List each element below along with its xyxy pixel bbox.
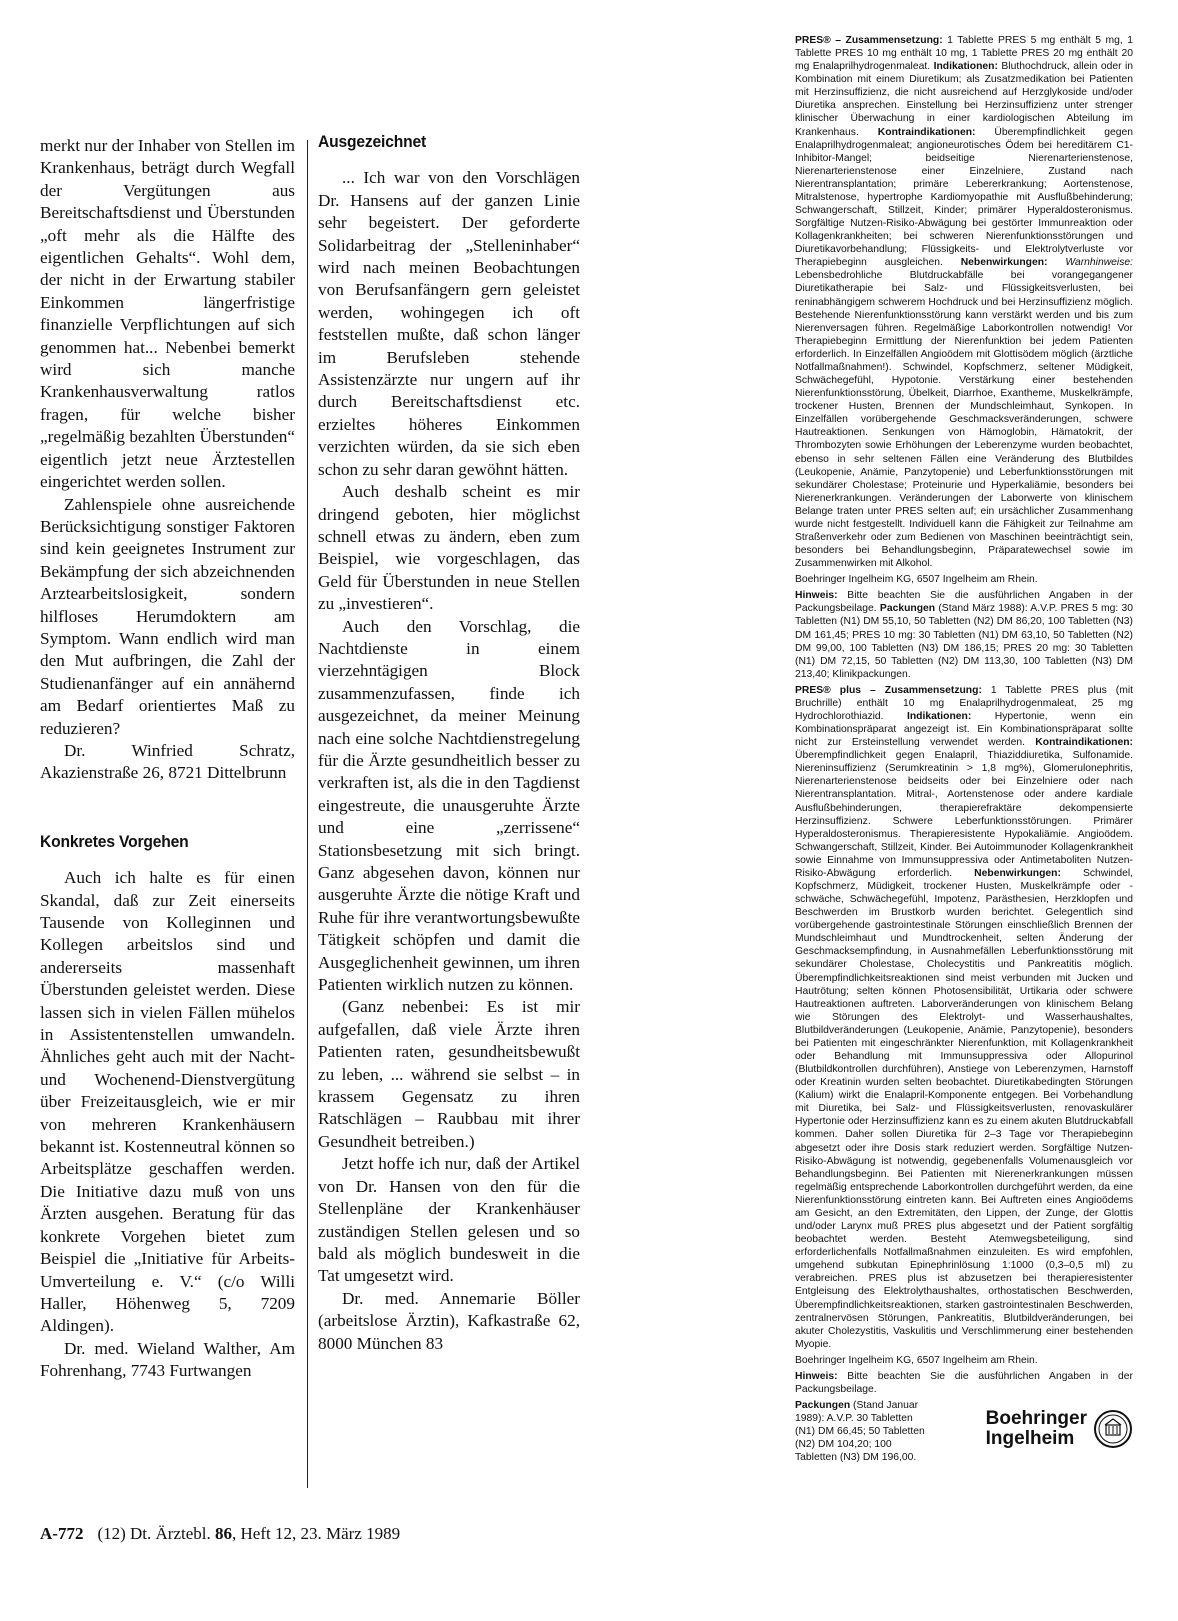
boehringer-seal-icon bbox=[1093, 1409, 1133, 1449]
ad-paragraph: Hinweis: Bitte beachten Sie die ausführlichen Angaben in der Packungsbeilage. bbox=[795, 1370, 1133, 1395]
letter-paragraph: Auch den Vorschlag, die Nachtdienste in einem vierzehntägigen Block zusammenzufassen, finde ich ausgezeichnet, da meiner Meinung nach eine solche Nachtdienstregelung für die Ärzte gesundheitlich besser zu verkraften ist, als die in den Tagdienst eingestreute, die unausgeruhte Ärzte und eine „zerrissene“ Stationsbesetzung mit sich bringt. Ganz abgesehen davon, können nur ausgeruhte Ärzte die nötige Kraft und Ruhe für ihre verantwortungsbewußte Tätigkeit schöpfen und damit die Ausgeglichenheit gewinnen, um ihren Patienten wirklich nutzen zu können. bbox=[318, 616, 580, 995]
packaging-info: Packungen (Stand Januar 1989): A.V.P. 30 Tabletten (N1) DM 66,45; 50 Tabletten (N2) DM 104,20; 100 Tabletten (N3) DM 196,00. bbox=[795, 1400, 925, 1464]
letter-paragraph: (Ganz nebenbei: Es ist mir aufgefallen, daß viele Ärzte ihren Patienten raten, gesundheitsbewußt zu leben, ... während sie selbst – in krassem Gegensatz zu ihren Ratschlägen – Raubbau mit ihrer Gesundheit betreiben.) bbox=[318, 997, 580, 1151]
letter-paragraph: ... Ich war von den Vorschlägen Dr. Hansens auf der ganzen Linie sehr begeistert. Der geforderte Solidarbeitrag der „Stelleninhaber“ wird nach meinen Beobachtungen von Berufsanfängern gern geleistet werden, wohingegen ich oft feststellen mußte, daß schon länger im Berufsleben stehende Assistenzärzte nur ungern auf ihr durch Bereitschaftsdienst etc. erzieltes höheres Einkommen verzichten würden, da sie sich eben schon zu sehr daran gewöhnt hätten. bbox=[318, 168, 580, 479]
ad-paragraph: PRES® plus – Zusammensetzung: 1 Tablette PRES plus (mit Bruchrille) enthält 10 mg Enalaprilhydrogenmaleat, 25 mg Hydrochlorothiazid. Indikationen: Hypertonie, wenn ein Kombinationspräparat angezeigt ist. Ein Kombinationspräparat sollte nicht zur Ersteinstellung verwendet werden. Kontraindikationen: Überempfindlichkeit gegen Enalapril, Thiaziddiuretika, Sulfonamide. Niereninsuffizienz (Serumkreatinin > 1,8 mg%), Glomerulonephritis, Nierenarterienstenose beidseits oder bei Einzelniere oder nach Nierentransplantation. Mitral-, Aortenstenose oder andere kardiale Ausflußbehinderungen, therapierefraktäre dekompensierte Herzinsuffizienz. Schwere Leberfunktionsstörungen. Primärer Hyperaldosteronismus. Therapieresistente Hypokaliämie. Angioödem. Schwangerschaft, Stillzeit, Kinder. Bei Autoimmunoder Kollagenkrankheit sowie Einnahme von Immunsuppressiva oder Antimetaboliten Nutzen-Risiko-Abwägung erforderlich. Nebenwirkungen: Schwindel, Kopfschmerz, Müdigkeit, trockener Husten, Muskelkrämpfe oder -schwäche, Schwächegefühl, Impotenz, Parästhesien, Herzklopfen und Beschwerden im Brustkorb wurden berichtet. Gelegentlich sind vorübergehende gastrointestinale Störungen einschließlich Brennen der Mundschleimhaut und Mundtrockenheit, selten Änderung der Geschmacksempfindung, in Ausnahmefällen Leberfunktionsstörung mit sekundärer Cholestase, Cholecystitis und Pankreatitis möglich. Überempfindlichkeitsreaktionen sind meist verbunden mit Jucken und Hautrötung; selten können Photosensibilität, Urtikaria oder schwere Hautreaktionen auftreten. Laborveränderungen von klinischem Belang wie Störungen des Elektrolyt- und Wasserhaushaltes, Blutbildveränderungen (Leukopenie, Anämie, Panzytopenie), besonders bei Patienten mit eingeschränkter Nierenfunktion, mit Kollagenkrankheit oder Behandlung mit Immunsuppressiva oder Allopurinol (Blutbildkontrollen durchführen), Anstiege von Leberenzymen, Harnstoff oder Kreatinin wurden selten beobachtet. Diuretikabedingten Störungen (Kalium) wirkt die Enalapril-Komponente entgegen. Bei Vorbehandlung mit Diuretika, bei Salz- und Flüssigkeitsverlusten, renovaskulärer Hypertonie oder Herzinsuffizienz kann es zu einem akuten Blutdruckabfall kommen. Daher sollen Diuretika für 2–3 Tage vor Therapiebeginn abgesetzt oder ihre Dosis stark reduziert werden. Sorgfältige Nutzen-Risiko-Abwägung ist notwendig, gegebenenfalls Volumenausgleich vor Behandlungsbeginn. Bei Patienten mit Nierenerkrankungen müssen regelmäßig entsprechende Laborkontrollen durchgeführt werden, da eine Nierenfunktionsstörung eintreten kann. Bei Auftreten eines Angioödems am Gesicht, an den Extremitäten, den Lippen, der Zunge, der Glottis und/oder Larynx muß PRES plus abgesetzt und der Patient sorgfältig beobachtet werden. Besteht Atemwegsbeteiligung, sind erforderlichenfalls Notfallmaßnahmen einzuleiten. Es wird empfohlen, umgehend subkutan Epinephrinlösung 1:1000 (0,3–0,5 ml) zu verabreichen. PRES plus ist abzusetzen bei therapieresistenter Entgleisung des Elektrolythaushaltes, orthostatischen Beschwerden, Überempfindlichkeitsreaktionen, starken gastrointestinalen Beschwerden, zentralnervösen Störungen, Pankreatitis, Blutbildveränderungen, bei akuter Cholezystitis, Vaskulitis und Verschlimmerung einer bestehenden Myopie. bbox=[795, 684, 1133, 1350]
letters-column-middle bbox=[318, 132, 580, 1355]
column-divider bbox=[307, 140, 308, 1488]
letter-signature: Dr. Winfried Schratz, Akazienstraße 26, 8721 Dittelbrunn bbox=[40, 740, 295, 783]
logo-line1: Boehringer bbox=[985, 1408, 1087, 1430]
letter-paragraph: Jetzt hoffe ich nur, daß der Artikel von Dr. Hansen von den für die Stellenpläne der Krankenhäuser zuständigen Stellen gelesen und so bald als möglich bundesweit in die Tat umgesetzt wird. bbox=[318, 1154, 580, 1286]
manufacturer-line: Boehringer Ingelheim KG, 6507 Ingelheim am Rhein. bbox=[795, 1354, 1038, 1366]
letter-paragraph: merkt nur der Inhaber von Stellen im Krankenhaus, beträgt durch Wegfall der Vergütungen aus Bereitschaftsdienst und Überstunden „oft mehr als die Hälfte des eigentlichen Gehalts“. Wohl dem, der nicht in der Erwartung stabiler Einkommen längerfristige finanzielle Verpflichtungen auf sich genommen hat... Nebenbei bemerkt wird sich manche Krankenhausverwaltung ratlos fragen, für welche bisher „regelmäßig bezahlten Überstunden“ eigentlich jetzt neue Ärztestellen eingerichtet werden sollen. bbox=[40, 136, 295, 492]
page-footer bbox=[40, 1524, 400, 1544]
ad-paragraph: PRES® – Zusammensetzung: 1 Tablette PRES 5 mg enthält 5 mg, 1 Tablette PRES 10 mg enthält 10 mg, 1 Tablette PRES 20 mg enthält 20 mg Enalaprilhydrogenmaleat. Indikationen: Bluthochdruck, allein oder in Kombination mit einem Diuretikum; als Zusatzmedikation bei Patienten mit Herzinsuffizienz, die nicht ausreichend auf Herzglykoside und/oder Diuretika ansprechen. Einstellung bei Herzinsuffizienz unter strenger klinischer Überwachung in einer kardiologischen Abteilung im Krankenhaus. Kontraindikationen: Überempfindlichkeit gegen Enalaprilhydrogenmaleat; angioneurotisches Ödem bei hereditärem C1-Inhibitor-Mangel; beidseitige Nierenarterienstenose, Nierenarterienstenose einer Einzelniere, Zustand nach Nierentransplantation; primäre Lebererkrankung; Aortenstenose, Mitralstenose, hypertrophe Kardiomyopathie mit Ausflußbehinderung; Schwangerschaft, Stillzeit, Kinder; primärer Hyperaldosteronismus. Sorgfältige Nutzen-Risiko-Abwägung bei gestörter Immunreaktion oder Kollagenkrankheiten; bei schweren Nierenfunktionsstörungen und Diuretikavorbehandlung; Flüssigkeits- und Elektrolytverluste vor Therapiebeginn ausgleichen. Nebenwirkungen: Warnhinweise: Lebensbedrohliche Blutdruckabfälle bei vorangegangener Diuretikatherapie bei Salz- und Flüssigkeitsverlusten, bei reninabhängigem schwerem Hochdruck und bei Herzinsuffizienz möglich. Bestehende Nierenfunktionsstörung kann verstärkt werden und bis zum Nierenversagen führen. Regelmäßige Laborkontrollen notwendig! Vor Therapiebeginn Ermittlung der Nierenfunktion bei jedem Patienten erforderlich. In Einzelfällen Angioödem mit Glottisödem möglich (ärztliche Notfallmaßnahmen!). Schwindel, Kopfschmerz, seltener Müdigkeit, Schwächegefühl, Hypotonie. Verstärkung einer bestehenden Nierenfunktionsstörung, Übelkeit, Diarrhoe, Exantheme, Muskelkrämpfe, trockener Husten, Brennen der Mundschleimhaut, Synkopen. In Einzelfällen vorübergehende Geschmacksveränderungen, schwere Hautreaktionen. Senkungen von Hämoglobin, Hämatokrit, der Thrombozyten sowie Erhöhungen der Leberenzyme wurden beobachtet, ebenso in sehr seltenen Fällen eine Veränderung des Blutbildes (Leukopenie, Anämie, Panzytopenie) und Leberfunktionsstörungen mit sekundärer Cholestase; Proteinurie und Hyperkaliämie, besonders bei Nierenerkrankungen. Veränderungen der Laborwerte von klinischem Belange traten unter PRES selten auf; ein ursächlicher Zusammenhang wurde nicht festgestellt. Individuell kann die Fähigkeit zur Teilnahme am Straßenverkehr oder zum Bedienen von Maschinen beeinträchtigt sein, besonders bei Behandlungsbeginn, Präparatewechsel sowie im Zusammenwirken mit Alkohol. bbox=[795, 35, 1134, 570]
letter-signature: Dr. med. Wieland Walther, Am Fohrenhang, 7743 Furtwangen bbox=[40, 1338, 295, 1381]
letters-column-left bbox=[40, 135, 295, 1383]
ad-paragraph: Hinweis: Bitte beachten Sie die ausführlichen Angaben in der Packungsbeilage. Packungen (Stand März 1988): A.V.P. PRES 5 mg: 30 Tabletten (N1) DM 55,10, 50 Tabletten (N2) DM 86,20, 100 Tabletten (N3) DM 161,45; PRES 10 mg: 30 Tabletten (N1) DM 63,10, 50 Tabletten (N2) DM 99,00, 100 Tabletten (N3) DM 186,15; PRES 20 mg: 30 Tabletten (N1) DM 72,15, 50 Tabletten (N2) DM 113,30, 100 Tabletten (N3) DM 213,40; Klinikpackungen. bbox=[795, 590, 1133, 680]
letter-paragraph: Zahlenspiele ohne ausreichende Berücksichtigung sonstiger Faktoren sind kein geeignetes Instrument zur Bekämpfung der sich abzeichnenden Arztearbeitslosigkeit, sondern hilfloses Herumdoktern am Symptom. Wann endlich wird man den Mut aufbringen, die Zahl der Studienanfänger auf ein annähernd am Bedarf orientiertes Maß zu reduzieren? bbox=[40, 494, 295, 738]
packaging-row bbox=[795, 1399, 1133, 1464]
boehringer-logo bbox=[986, 1409, 1133, 1449]
manufacturer-line: Boehringer Ingelheim KG, 6507 Ingelheim am Rhein. bbox=[795, 574, 1038, 586]
letter-heading: Ausgezeichnet bbox=[318, 132, 426, 151]
letter-signature: Dr. med. Annemarie Böller (arbeitslose Ärztin), Kafkastraße 62, 8000 München 83 bbox=[318, 1288, 580, 1353]
letter-paragraph: Auch ich halte es für einen Skandal, daß zur Zeit einerseits Tausende von Kolleginnen und Kollegen arbeitslos sind und andererseits massenhaft Überstunden geleistet werden. Diese lassen sich in vielen Fällen mühelos in Assistentenstellen umwandeln. Ähnliches geht auch mit der Nacht- und Wochenend-Dienstvergütung über Freizeitausgleich, wie er mir von mehreren Krankenhäusern bekannt ist. Kostenneutral können so Arbeitsplätze geschaffen werden. Die Initiative dazu muß von uns Ärzten ausgehen. Beratung für das konkrete Vorgehen bietet zum Beispiel die „Initiative für Arbeits-Umverteilung e. V.“ (c/o Willi Haller, Höhenweg 5, 7209 Aldingen). bbox=[40, 868, 295, 1336]
logo-line2: Ingelheim bbox=[985, 1428, 1075, 1450]
journal-citation: (12) Dt. Ärztebl. 86, Heft 12, 23. März 1989 bbox=[97, 1524, 401, 1543]
letter-heading: Konkretes Vorgehen bbox=[40, 831, 189, 851]
letter-paragraph: Auch deshalb scheint es mir dringend geboten, hier möglichst schnell etwas zu ändern, eben zum Beispiel, wie vorgeschlagen, das Geld für Überstunden in neue Stellen zu „investieren“. bbox=[318, 482, 580, 614]
page-number: A-772 bbox=[40, 1524, 84, 1543]
drug-information-column bbox=[795, 34, 1133, 1464]
